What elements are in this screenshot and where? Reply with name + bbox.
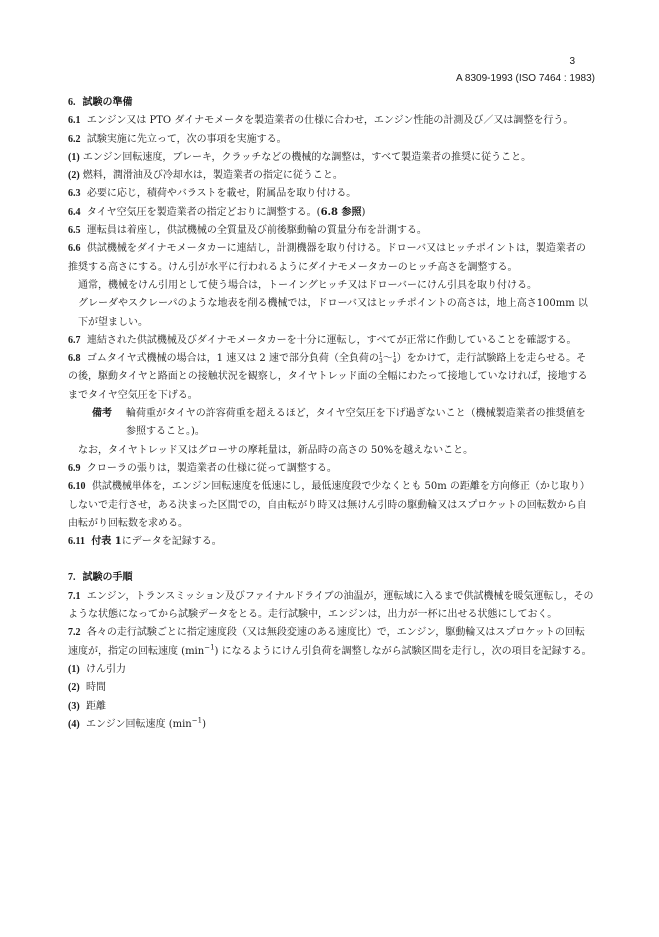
list-item: (1) けん引力 [68,663,127,675]
clause-6-4: 6.4 タイヤ空気圧を製造業者の指定どおりに調整する。(6.8 参照) [68,206,366,218]
clause-6-4-ref: 6.8 参照 [320,206,362,218]
fraction-one-quarter: 1 4 [392,351,397,365]
clause-6-5: 6.5 運転員は着座し，供試機械の全質量及び前後駆動輪の質量分布を計測する。 [68,225,427,237]
clause-6-7: 6.7 連結された供試機械及びダイナモメータカーを十分に運転し，すべてが正常に作動していることを確認する。 [68,334,577,346]
clause-6-2-item-2: (2) 燃料，潤滑油及び冷却水は，製造業者の指定に従うこと。 [68,170,343,182]
clause-6-8-note: なお，タイヤトレッド又はグローサの摩耗量は，新品時の高さの 50%を越えないこと。 [78,444,474,456]
section-7-heading: 7. 試験の手順 [68,572,133,584]
appendix-table-ref: 付表 1 [91,536,122,548]
clause-6-2-item-1: (1) エンジン回転速度，ブレーキ，クラッチなどの機械的な調整は，すべて製造業者の推奨に従うこと。 [68,151,532,163]
clause-7-2: 7.2 各々の走行試験ごとに指定速度段（又は無段変速のある速度比）で，エンジン，駆動輪又はスプロケットの回転速度が，指定の回転速度 $(\min^{-1})$ になるようにけん引負荷を調整しながら試験区間を走行し，次の項目を記録する。 [68,627,592,657]
clause-6-1: 6.1 エンジン又は PTO ダイナモメータを製造業者の仕様に合わせ，エンジン性能の計測及び／又は調整を行う。 [68,115,574,127]
document-body [68,94,594,734]
list-item: (4) エンジン回転速度 $(\min^{-1})$ [68,716,206,730]
clause-6-8-remark [68,405,594,442]
clause-7-1: 7.1 エンジン，トランスミッション及びファイナルドライブの油温が，運転域に入るまで供試機械を暖気運転し，そのような状態になってから試験データをとる。走行試験中，エンジンは，出力が一杯に出せる状態にしておく。 [68,590,594,621]
clause-6-9: 6.9 クローラの張りは，製造業者の仕様に従って調整する。 [68,462,337,474]
section-6-heading: 6. 試験の準備 [68,97,133,108]
clause-6-11: 6.11 付表 1にデータを記録する。 [68,536,222,548]
list-item: (3) 距離 [68,700,107,712]
clause-6-6-note-1: 通常，機械をけん引用として使う場合は，トーイングヒッチ又はドローバーにけん引具を取り付ける。 [78,279,537,291]
remark-text: 輪荷重がタイヤの許容荷重を超えるほど，タイヤ空気圧を下げ過ぎないこと（機械製造業者の推奨値を参照すること。)。 [126,408,586,438]
clause-6-3: 6.3 必要に応じ，積荷やバラストを載せ，附属品を取り付ける。 [68,188,357,200]
fraction-one-third: 1 3 [378,351,383,365]
clause-6-6: 6.6 供試機械をダイナモメータカーに連結し，計測機器を取り付ける。ドローバ又はヒッチポイントは，製造業者の推奨する高さにする。けん引が水平に行われるようにダイナモメータカーのヒッチ高さを調整する。 [68,243,586,273]
list-item: (2) 時間 [68,682,107,694]
clause-6-10: 6.10 供試機械単体を，エンジン回転速度を低速にし，最低速度段で少なくとも 50m の距離を方向修正（かじ取り）しないで走行させ，ある決まった区間での，自由転がり時又は無けん引時の駆動輪又はスプロケットの回転数から自由転がり回転数を求める。 [68,481,590,529]
clause-6-2: 6.2 試験実施に先立って，次の事項を実施する。 [68,133,287,145]
standard-id: A 8309-1993 (ISO 7464 : 1983) [456,73,595,84]
clause-6-8: 6.8 ゴムタイヤ式機械の場合は，1 速又は 2 速で部分負荷（全負荷の 1 3 ～ 1 4 ）をかけて，走行試験路上を走らせる。その後，駆動タイヤと路面との接触状況を観察し，タイヤトレッド面の全幅にわたって接地していなければ，接地するまでタイヤ空気圧を下げる。 [68,351,588,401]
page-number: 3 [569,56,575,67]
section-spacer [68,551,594,569]
clause-6-6-note-2: グレーダやスクレーパのような地表を削る機械では，ドローバ又はヒッチポイントの高さは，地上高さ100mm 以下が望ましい。 [78,298,588,328]
remark-label: 備考 [92,408,112,420]
